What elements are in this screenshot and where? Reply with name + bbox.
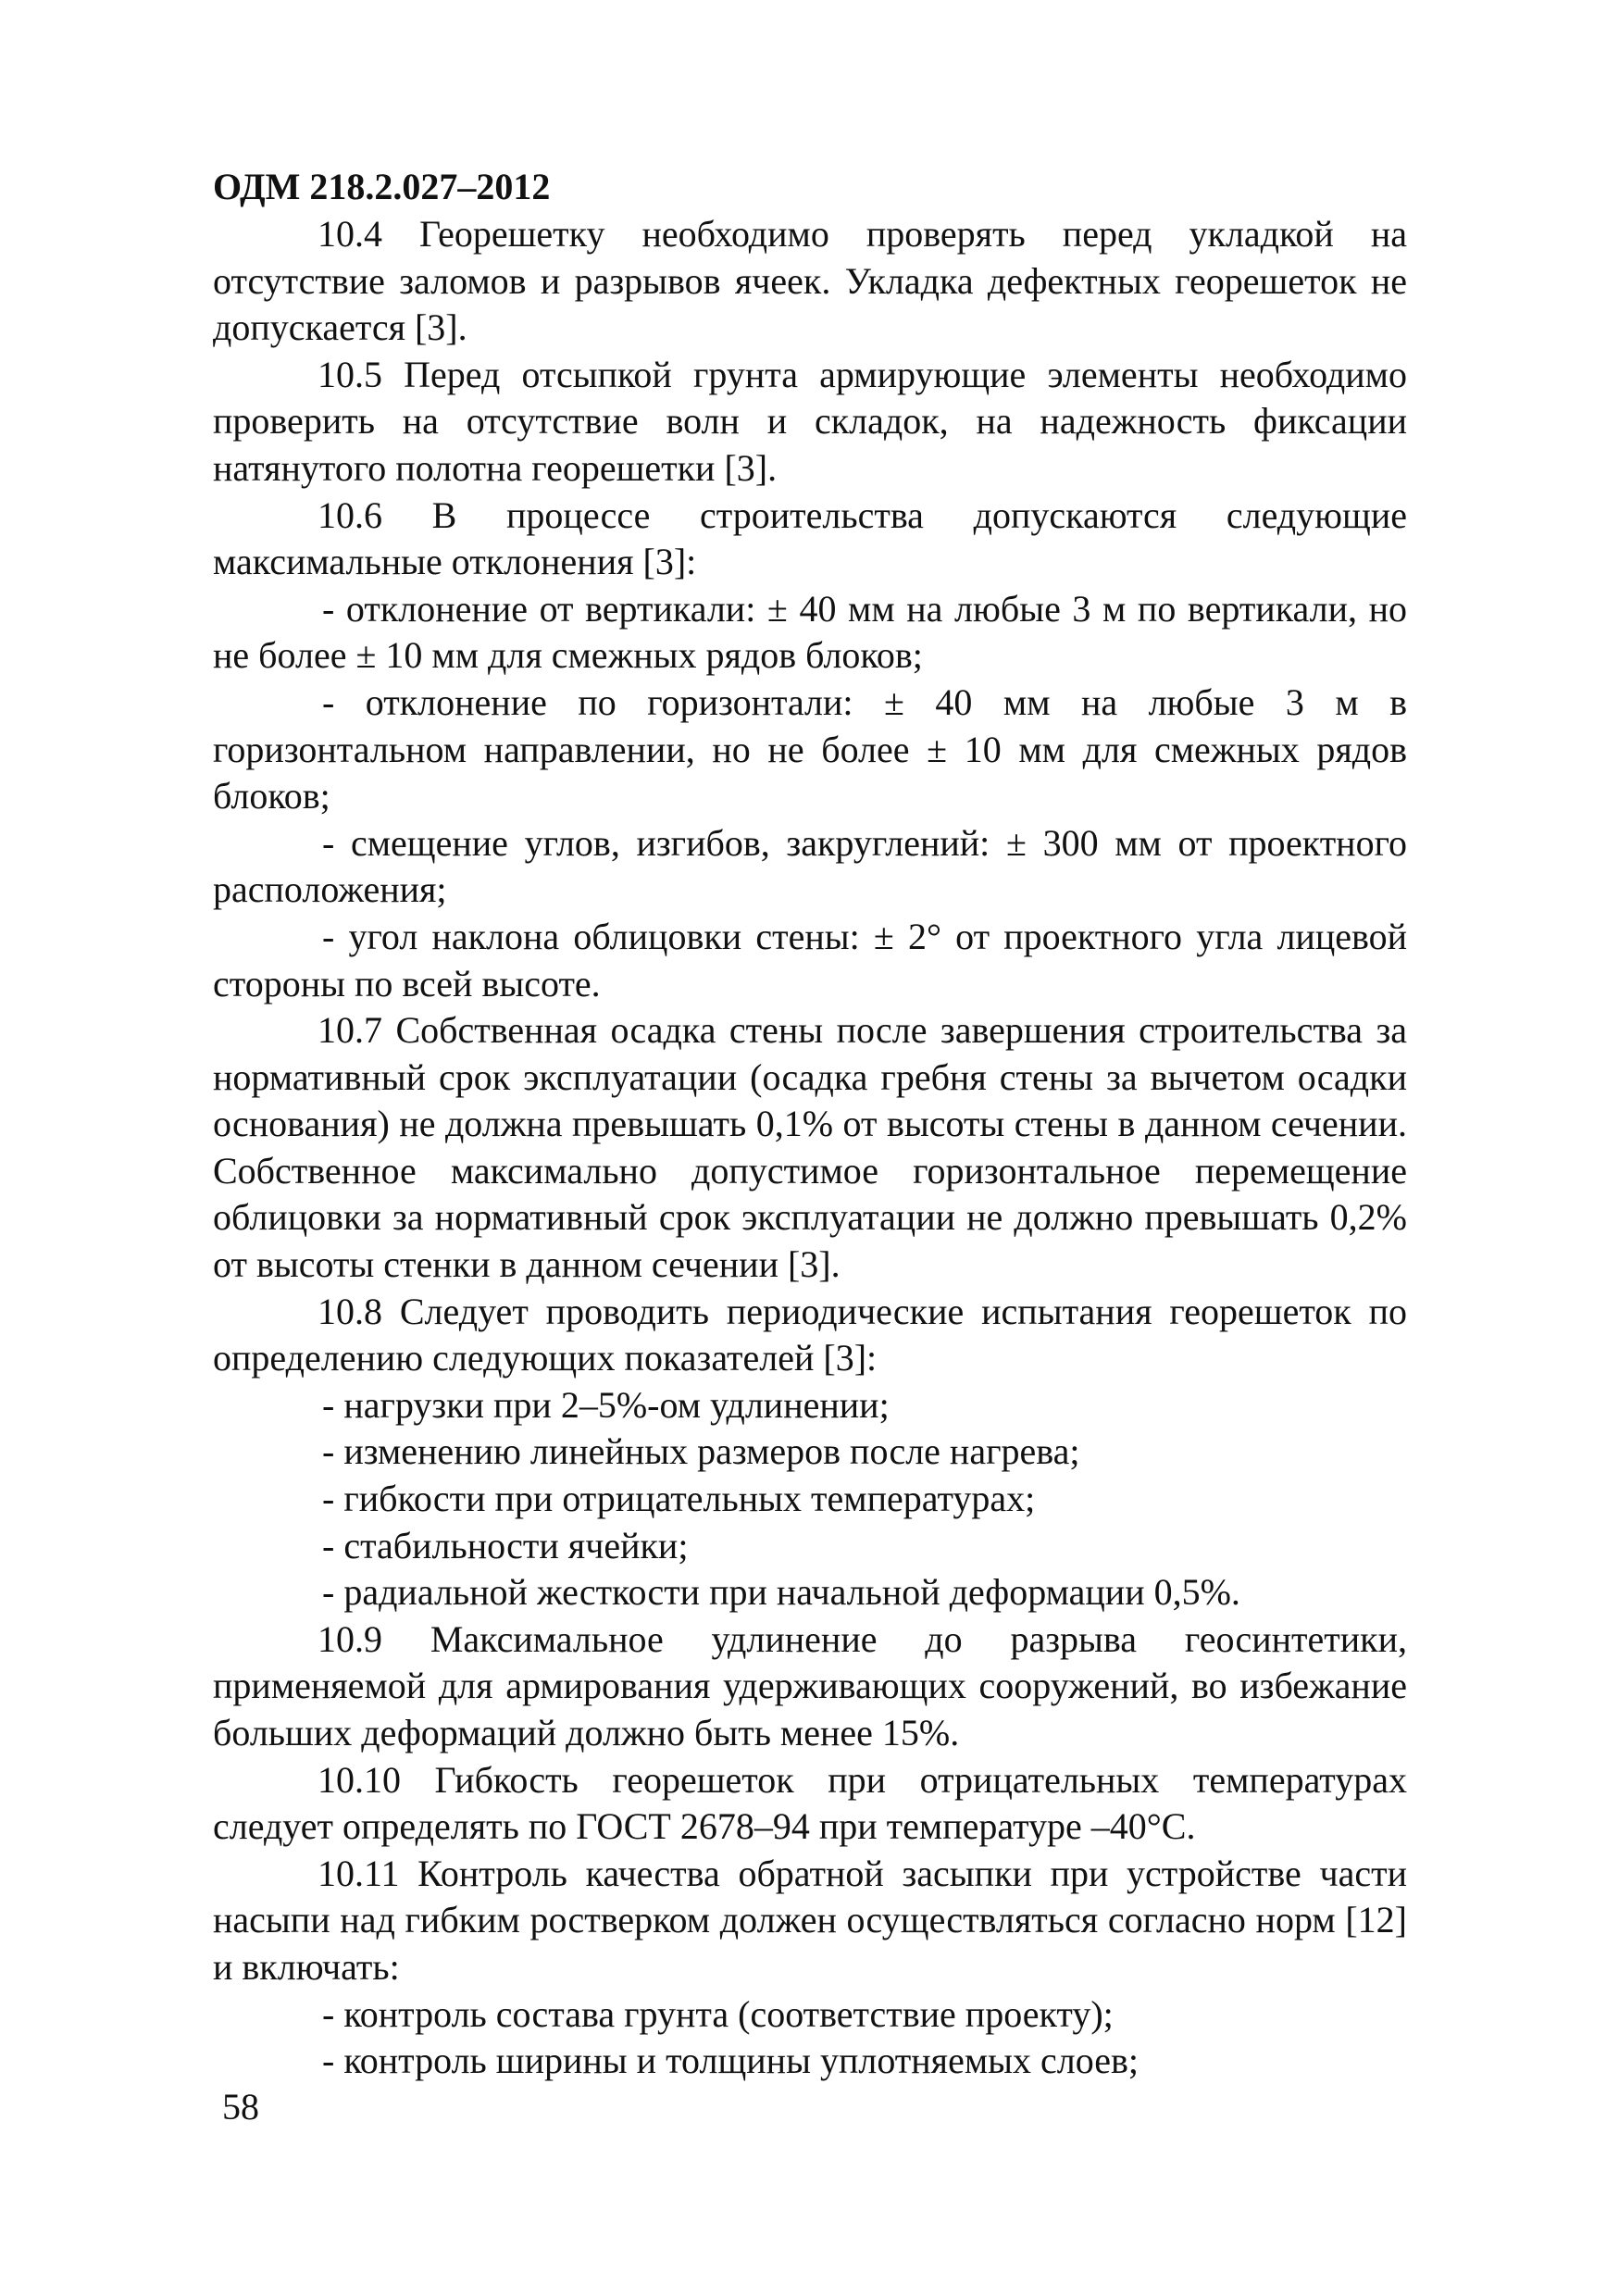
document-code: ОДМ 218.2.027–2012 xyxy=(213,166,551,207)
paragraph-10-5: 10.5 Перед отсыпкой грунта армирующие элементы необходимо проверить на отсутствие волн и складок, на надежность фиксации натянутого полотна георешетки [3]. xyxy=(213,353,1407,489)
list-item-horizontal-deviation: - отклонение по горизонтали: ± 40 мм на любые 3 м в горизонтальном направлении, но не более ± 10 мм для смежных рядов блоков; xyxy=(213,680,1407,817)
paragraph-10-6: 10.6 В процессе строительства допускаются следующие максимальные отклонения [3]: xyxy=(213,493,1407,583)
document-body xyxy=(213,211,1407,2085)
paragraph-10-9: 10.9 Максимальное удлинение до разрыва геосинтетики, применяемой для армирования удерживающих сооружений, во избежание больших деформаций должно быть менее 15%. xyxy=(213,1617,1407,1753)
paragraph-10-7: 10.7 Собственная осадка стены после завершения строительства за нормативный срок эксплуатации (осадка гребня стены за вычетом осадки основания) не должна превышать 0,1% от высоты стены в данном сечении. Собственное максимально допустимое горизонтальное перемещение облицовки за нормативный срок эксплуатации не должно превышать 0,2% от высоты стенки в данном сечении [3]. xyxy=(213,1009,1407,1286)
list-item-facing-angle: - угол наклона облицовки стены: ± 2° от проектного угла лицевой стороны по всей высоте. xyxy=(213,915,1407,1004)
list-item-layer-control: - контроль ширины и толщины уплотняемых слоев; xyxy=(322,2040,1139,2082)
paragraph-10-8: 10.8 Следует проводить периодические испытания георешеток по определению следующих показателей [3]: xyxy=(213,1290,1407,1379)
list-item-cell-stability: - стабильности ячейки; xyxy=(322,1524,689,1566)
list-item-load-elongation: - нагрузки при 2–5%-ом удлинении; xyxy=(322,1383,890,1426)
list-item-soil-composition: - контроль состава грунта (соответствие проекту); xyxy=(322,1992,1114,2035)
list-item-corner-offset: - смещение углов, изгибов, закруглений: ± 300 мм от проектного расположения; xyxy=(213,821,1407,911)
list-item-radial-stiffness: - радиальной жесткости при начальной деформации 0,5%. xyxy=(322,1571,1240,1614)
list-item-linear-change: - изменению линейных размеров после нагрева; xyxy=(322,1430,1080,1473)
page-number: 58 xyxy=(222,2086,259,2128)
list-item-flexibility: - гибкости при отрицательных температурах; xyxy=(322,1478,1036,1520)
paragraph-10-11: 10.11 Контроль качества обратной засыпки при устройстве части насыпи над гибким ростверком должен осуществляться согласно норм [12] и включать: xyxy=(213,1852,1407,1988)
paragraph-10-4: 10.4 Георешетку необходимо проверять перед укладкой на отсутствие заломов и разрывов ячеек. Укладка дефектных георешеток не допускается [3]. xyxy=(213,213,1407,349)
paragraph-10-10: 10.10 Гибкость георешеток при отрицательных температурах следует определять по ГОСТ 2678–94 при температуре –40°С. xyxy=(213,1758,1407,1848)
list-item-vertical-deviation: - отклонение от вертикали: ± 40 мм на любые 3 м по вертикали, но не более ± 10 мм для смежных рядов блоков; xyxy=(213,587,1407,677)
